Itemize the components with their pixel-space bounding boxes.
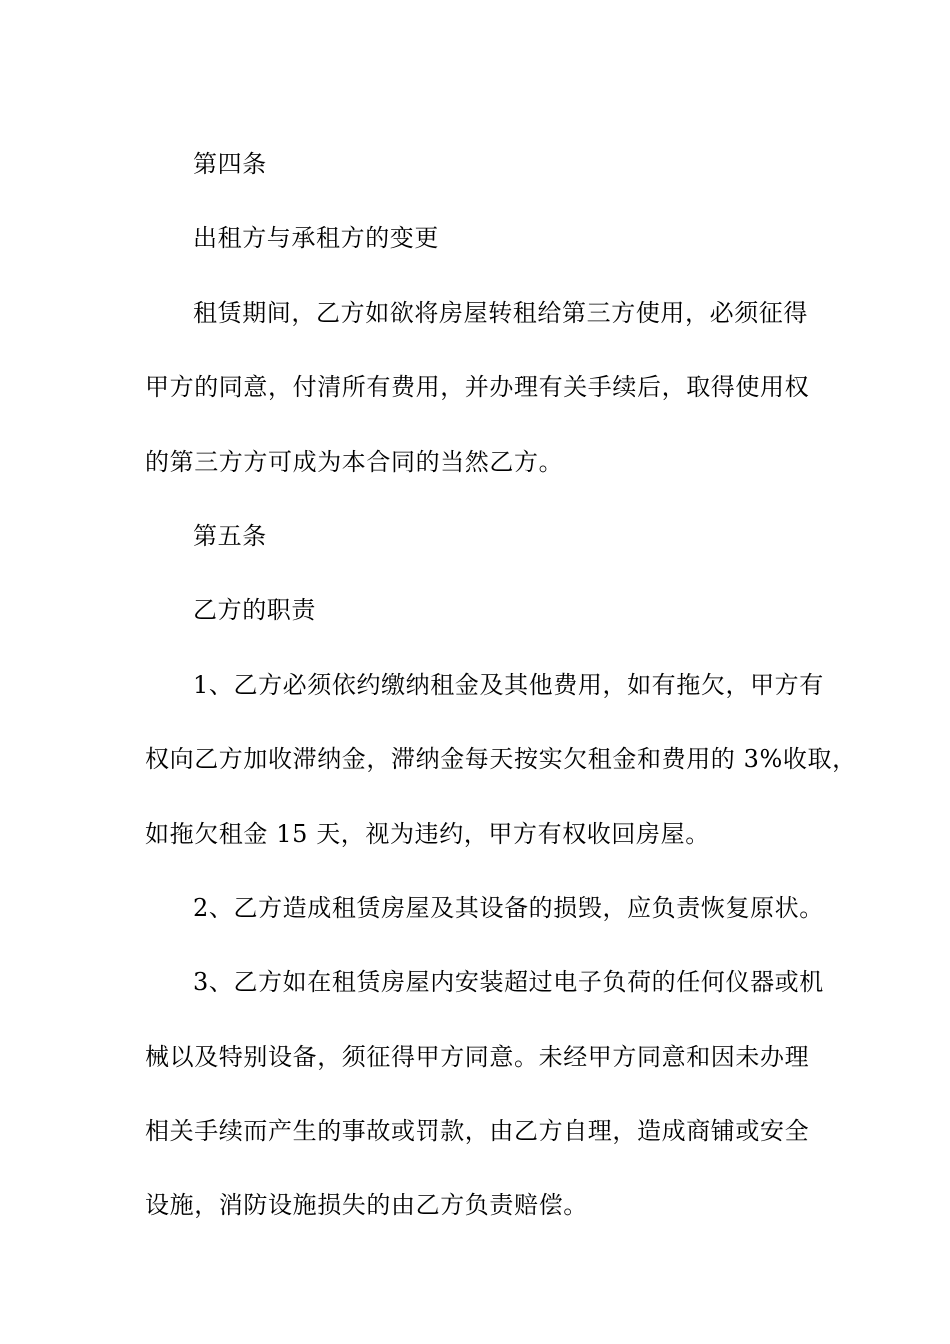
document-body xyxy=(145,127,857,1243)
article-4-heading: 第四条 xyxy=(193,150,267,178)
paragraph-line: 设施，消防设施损失的由乙方负责赔偿。 xyxy=(145,1191,588,1220)
paragraph-line: 权向乙方加收滞纳金，滞纳金每天按实欠租金和费用的 3%收取， xyxy=(145,745,857,774)
paragraph-line: 租赁期间，乙方如欲将房屋转租给第三方使用，必须征得 xyxy=(193,298,808,327)
paragraph-line: 的第三方方可成为本合同的当然乙方。 xyxy=(145,447,564,476)
paragraph-line: 1、乙方必须依约缴纳租金及其他费用，如有拖欠，甲方有 xyxy=(193,670,824,699)
paragraph-line: 如拖欠租金 15 天，视为违约，甲方有权收回房屋。 xyxy=(145,819,710,848)
paragraph-line: 甲方的同意，付清所有费用，并办理有关手续后，取得使用权 xyxy=(145,373,810,402)
article-5-title: 乙方的职责 xyxy=(193,596,316,625)
paragraph-line: 械以及特别设备，须征得甲方同意。未经甲方同意和因未办理 xyxy=(145,1042,810,1071)
paragraph-line: 相关手续而产生的事故或罚款，由乙方自理，造成商铺或安全 xyxy=(145,1117,810,1146)
paragraph-line: 3、乙方如在租赁房屋内安装超过电子负荷的任何仪器或机 xyxy=(193,968,824,997)
article-4-title: 出租方与承租方的变更 xyxy=(193,224,439,253)
article-5-heading: 第五条 xyxy=(193,521,267,550)
paragraph-line: 2、乙方造成租赁房屋及其设备的损毁，应负责恢复原状。 xyxy=(193,893,824,922)
